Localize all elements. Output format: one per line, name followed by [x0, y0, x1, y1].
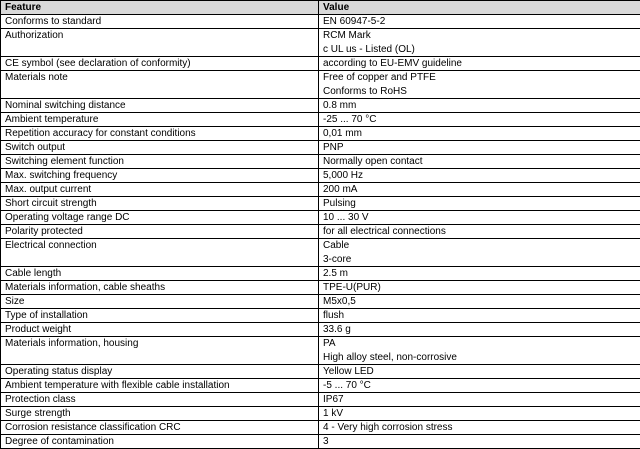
- value-cell: [319, 323, 640, 337]
- table-row: [1, 29, 640, 57]
- table-row: [1, 169, 640, 183]
- value-line: 5,000 Hz: [323, 170, 364, 181]
- value-cell: [319, 29, 640, 57]
- value-cell: [319, 113, 640, 127]
- value-cell: [319, 141, 640, 155]
- feature-cell: CE symbol (see declaration of conformity): [1, 57, 319, 71]
- value-line: TPE-U(PUR): [323, 282, 381, 293]
- feature-cell: Product weight: [1, 323, 319, 337]
- value-cell: [319, 365, 640, 379]
- feature-cell: Max. switching frequency: [1, 169, 319, 183]
- table-row: [1, 323, 640, 337]
- table-row: [1, 295, 640, 309]
- feature-cell: Short circuit strength: [1, 197, 319, 211]
- value-line: -25 ... 70 °C: [323, 114, 377, 125]
- value-line: Cable: [323, 240, 350, 251]
- table-row: [1, 155, 640, 169]
- feature-cell: Materials information, housing: [1, 337, 319, 365]
- feature-cell: Cable length: [1, 267, 319, 281]
- table-row: [1, 435, 640, 449]
- value-cell: [319, 169, 640, 183]
- feature-cell: Operating voltage range DC: [1, 211, 319, 225]
- value-cell: [319, 211, 640, 225]
- table-row: [1, 379, 640, 393]
- value-line: EN 60947-5-2: [323, 16, 386, 27]
- value-line: c UL us - Listed (OL): [323, 44, 415, 55]
- value-cell: [319, 267, 640, 281]
- value-line: IP67: [323, 394, 344, 405]
- value-cell: [319, 239, 640, 267]
- header-row: [1, 1, 640, 15]
- value-cell: [319, 337, 640, 365]
- table-row: [1, 407, 640, 421]
- value-line: Normally open contact: [323, 156, 423, 167]
- table-row: [1, 421, 640, 435]
- value-line: Free of copper and PTFE: [323, 72, 436, 83]
- table-row: [1, 183, 640, 197]
- feature-cell: Switching element function: [1, 155, 319, 169]
- table-row: [1, 113, 640, 127]
- value-cell: [319, 379, 640, 393]
- value-line: High alloy steel, non-corrosive: [323, 352, 457, 363]
- feature-cell: Polarity protected: [1, 225, 319, 239]
- value-line: 0,01 mm: [323, 128, 362, 139]
- value-line: for all electrical connections: [323, 226, 446, 237]
- feature-cell: Size: [1, 295, 319, 309]
- table-row: [1, 239, 640, 267]
- value-line: PA: [323, 338, 336, 349]
- table-row: [1, 365, 640, 379]
- value-cell: [319, 421, 640, 435]
- table-row: [1, 141, 640, 155]
- value-line: 33.6 g: [323, 324, 351, 335]
- value-line: 3: [323, 436, 329, 447]
- table-row: [1, 309, 640, 323]
- feature-cell: Max. output current: [1, 183, 319, 197]
- value-cell: [319, 225, 640, 239]
- table-row: [1, 57, 640, 71]
- value-line: 2.5 m: [323, 268, 349, 279]
- feature-cell: Authorization: [1, 29, 319, 57]
- value-line: -5 ... 70 °C: [323, 380, 371, 391]
- value-line: PNP: [323, 142, 344, 153]
- value-cell: [319, 71, 640, 99]
- value-line: 0.8 mm: [323, 100, 357, 111]
- value-line: Conforms to RoHS: [323, 86, 407, 97]
- value-cell: [319, 309, 640, 323]
- value-cell: [319, 57, 640, 71]
- feature-cell: Materials note: [1, 71, 319, 99]
- feature-cell: Type of installation: [1, 309, 319, 323]
- feature-cell: Corrosion resistance classification CRC: [1, 421, 319, 435]
- value-line: flush: [323, 310, 345, 321]
- feature-cell: Protection class: [1, 393, 319, 407]
- table-row: [1, 71, 640, 99]
- value-cell: [319, 183, 640, 197]
- feature-cell: Repetition accuracy for constant conditions: [1, 127, 319, 141]
- table-row: [1, 267, 640, 281]
- value-line: according to EU-EMV guideline: [323, 58, 462, 69]
- feature-cell: Ambient temperature with flexible cable installation: [1, 379, 319, 393]
- feature-cell: Surge strength: [1, 407, 319, 421]
- table-row: [1, 197, 640, 211]
- value-cell: [319, 197, 640, 211]
- value-line: 10 ... 30 V: [323, 212, 369, 223]
- table-row: [1, 337, 640, 365]
- value-cell: [319, 155, 640, 169]
- value-line: 1 kV: [323, 408, 344, 419]
- value-line: 3-core: [323, 254, 352, 265]
- value-line: M5x0,5: [323, 296, 356, 307]
- value-cell: [319, 99, 640, 113]
- feature-cell: Switch output: [1, 141, 319, 155]
- table-row: [1, 225, 640, 239]
- value-line: 4 - Very high corrosion stress: [323, 422, 453, 433]
- table-row: [1, 99, 640, 113]
- feature-cell: Nominal switching distance: [1, 99, 319, 113]
- table-row: [1, 15, 640, 29]
- feature-cell: Ambient temperature: [1, 113, 319, 127]
- table-row: [1, 281, 640, 295]
- header-feature: Feature: [1, 1, 319, 15]
- value-cell: [319, 281, 640, 295]
- table-row: [1, 393, 640, 407]
- value-cell: [319, 393, 640, 407]
- value-cell: [319, 435, 640, 449]
- value-line: 200 mA: [323, 184, 358, 195]
- value-cell: [319, 127, 640, 141]
- feature-cell: Conforms to standard: [1, 15, 319, 29]
- table-row: [1, 127, 640, 141]
- feature-cell: Materials information, cable sheaths: [1, 281, 319, 295]
- feature-cell: Electrical connection: [1, 239, 319, 267]
- value-cell: [319, 407, 640, 421]
- value-cell: [319, 295, 640, 309]
- feature-cell: Degree of contamination: [1, 435, 319, 449]
- value-cell: [319, 15, 640, 29]
- value-line: Yellow LED: [323, 366, 374, 377]
- value-line: RCM Mark: [323, 30, 371, 41]
- feature-cell: Operating status display: [1, 365, 319, 379]
- value-line: Pulsing: [323, 198, 356, 209]
- table-row: [1, 211, 640, 225]
- header-value: Value: [319, 1, 640, 15]
